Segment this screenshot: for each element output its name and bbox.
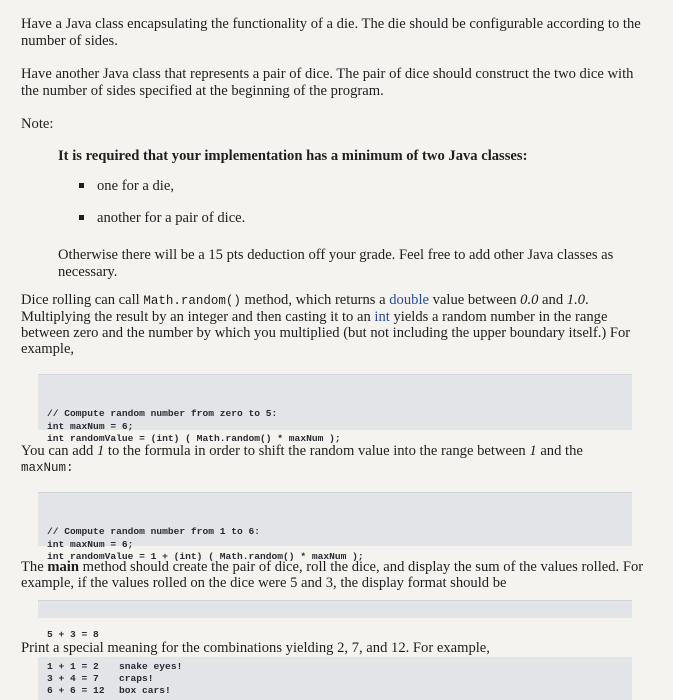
code-line: int randomValue = (int) ( Math.random() * maxNum );: [47, 433, 341, 444]
paragraph-die-class: Have a Java class encapsulating the functionality of a die. The die should be configurable according to the number of sides.: [21, 16, 641, 49]
combo-expr: 1 + 1 = 2: [47, 661, 99, 672]
code-line: 5 + 3 = 8: [47, 629, 99, 640]
combo-expr: 6 + 6 = 12: [47, 685, 105, 696]
maxnum-code: maxNum:: [21, 461, 74, 475]
code-line: // Compute random number from 1 to 6:: [47, 526, 261, 537]
code-block-one-to-six: [38, 492, 632, 562]
code-block-zero-to-five: [38, 374, 632, 444]
bullet-text: another for a pair of dice.: [97, 210, 246, 226]
dice-rolling-paragraph: Dice rolling can call Math.random() method, which returns a double value between 0.0 and 1.0. Multiplying the result by an integer and then casting it to an int yields a random number in the range between zero and the number by which you multiplied (but not including the upper boundary itself.) For example,: [21, 292, 631, 357]
combo-expr: 3 + 4 = 7: [47, 673, 99, 684]
combo-row: [47, 661, 99, 673]
shift-paragraph: You can add 1 to the formula in order to shift the random value into the range between 1 and the maxNum:: [21, 443, 583, 475]
math-random-code: Math.random(): [143, 294, 241, 308]
combo-meaning: snake eyes!: [119, 661, 183, 672]
combo-meaning: craps!: [119, 673, 154, 684]
code-line: int randomValue = 1 + (int) ( Math.random() * maxNum );: [47, 551, 364, 562]
code-line: // Compute random number from zero to 5:: [47, 408, 278, 419]
combo-row: [47, 673, 99, 685]
special-meaning-paragraph: Print a special meaning for the combinations yielding 2, 7, and 12. For example,: [21, 640, 490, 656]
code-line: int maxNum = 6;: [47, 420, 134, 432]
display-format-example: [38, 600, 632, 640]
bullet-text: one for a die,: [97, 178, 174, 194]
combo-meaning: box cars!: [119, 685, 171, 696]
combo-row: [47, 685, 105, 697]
int-keyword: int: [374, 309, 390, 325]
code-line: int maxNum = 6;: [47, 538, 134, 550]
paragraph-pair-class: Have another Java class that represents a pair of dice. The pair of dice should construct the two dice with the number of sides specified at the beginning of the program.: [21, 66, 634, 99]
note-label: Note:: [21, 116, 54, 132]
bullet-item: [79, 210, 245, 227]
requirement-text: It is required that your implementation has a minimum of two Java classes:: [58, 148, 528, 164]
bullet-icon: [79, 183, 84, 188]
double-keyword: double: [389, 292, 429, 308]
deduction-text: Otherwise there will be a 15 pts deduction off your grade. Feel free to add other Java classes as necessary.: [58, 247, 614, 280]
bullet-item: [79, 178, 174, 195]
bullet-icon: [79, 215, 84, 220]
main-method-paragraph: The main method should create the pair of dice, roll the dice, and display the sum of the values rolled. For example, if the values rolled on the dice were 5 and 3, the display format should be: [21, 559, 644, 591]
